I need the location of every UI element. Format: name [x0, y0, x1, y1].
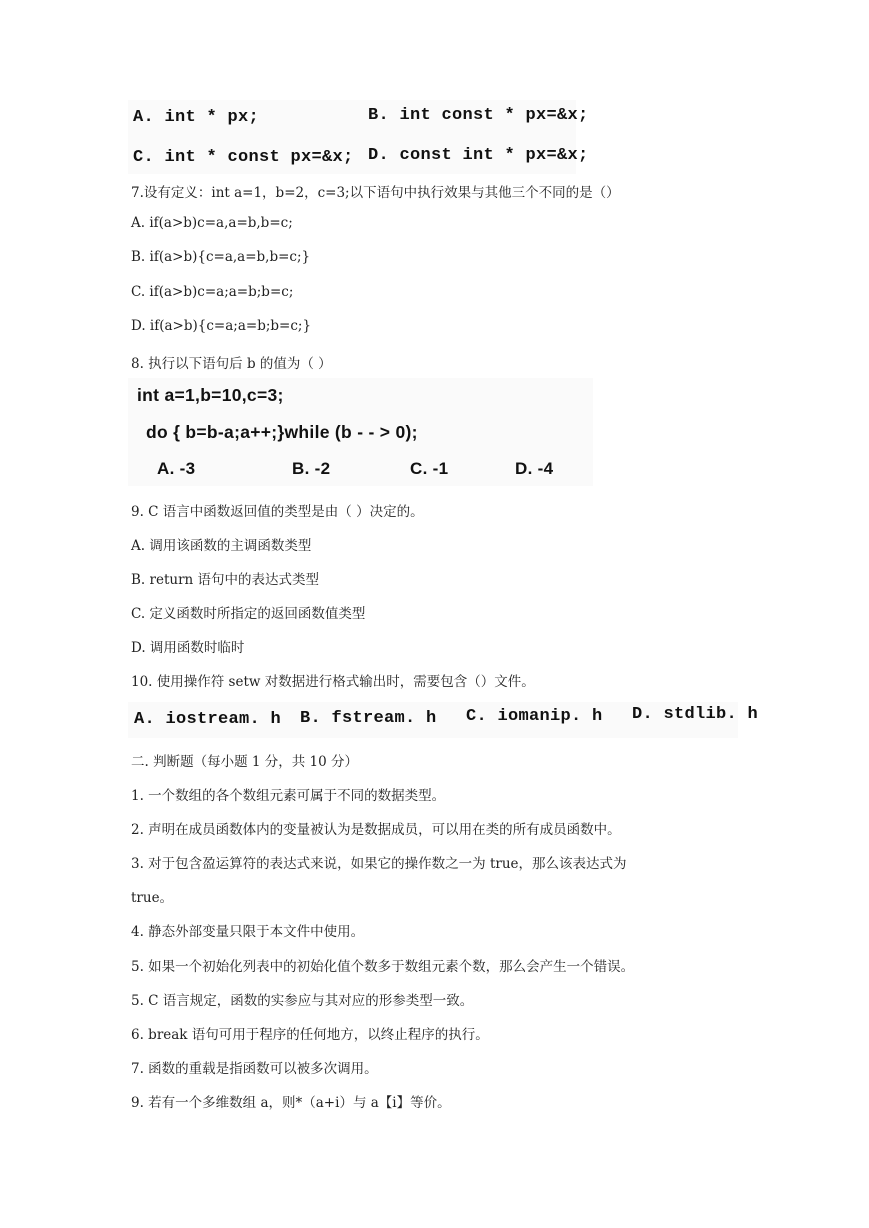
q7-option-d: D. if(a>b){c=a;a=b;b=c;} — [131, 318, 312, 334]
q6-option-d: D. const int * px=&x; — [368, 146, 589, 165]
q10-stem: 10. 使用操作符 setw 对数据进行格式输出时，需要包含（）文件。 — [131, 674, 535, 690]
q8-option-a: A. -3 — [157, 459, 196, 478]
q6-option-a: A. int * px; — [133, 108, 260, 127]
q7-option-c: C. if(a>b)c=a;a=b;b=c; — [131, 284, 294, 300]
q10-option-d: D. stdlib. h — [632, 705, 759, 724]
q8-option-d: D. -4 — [515, 459, 554, 478]
tf-item-1: 1. 一个数组的各个数组元素可属于不同的数据类型。 — [131, 788, 446, 804]
tf-item-3-continued: true。 — [131, 890, 174, 906]
q9-option-d: D. 调用函数时临时 — [131, 640, 245, 656]
tf-item-5a: 5. 如果一个初始化列表中的初始化值个数多于数组元素个数，那么会产生一个错误。 — [131, 959, 635, 975]
q8-code-line-1: int a=1,b=10,c=3; — [137, 385, 284, 405]
q10-option-a: A. iostream. h — [134, 710, 282, 729]
q10-option-b: B. fstream. h — [300, 709, 437, 728]
tf-item-2: 2. 声明在成员函数体内的变量被认为是数据成员，可以用在类的所有成员函数中。 — [131, 822, 621, 838]
tf-item-7: 7. 函数的重载是指函数可以被多次调用。 — [131, 1061, 378, 1077]
q9-stem: 9. C 语言中函数返回值的类型是由（ ）决定的。 — [131, 504, 424, 520]
q6-option-b: B. int const * px=&x; — [368, 106, 589, 125]
q6-option-c: C. int * const px=&x; — [133, 148, 354, 167]
section-2-title: 二. 判断题（每小题 1 分，共 10 分） — [131, 754, 359, 770]
q8-stem: 8. 执行以下语句后 b 的值为（ ） — [131, 356, 332, 372]
q7-option-b: B. if(a>b){c=a,a=b,b=c;} — [131, 249, 311, 265]
tf-item-5b: 5. C 语言规定，函数的实参应与其对应的形参类型一致。 — [131, 993, 474, 1009]
q8-option-c: C. -1 — [410, 459, 449, 478]
q10-option-c: C. iomanip. h — [466, 707, 603, 726]
q7-option-a: A. if(a>b)c=a,a=b,b=c; — [131, 215, 293, 231]
tf-item-6: 6. break 语句可用于程序的任何地方，以终止程序的执行。 — [131, 1027, 489, 1043]
tf-item-3: 3. 对于包含盈运算符的表达式来说，如果它的操作数之一为 true，那么该表达式为 — [131, 856, 627, 872]
q8-code-line-2: do { b=b-a;a++;}while (b - - > 0); — [146, 422, 418, 442]
tf-item-9: 9. 若有一个多维数组 a，则*（a+i）与 a【i】等价。 — [131, 1095, 451, 1111]
q7-stem: 7.设有定义：int a=1，b=2，c=3;以下语句中执行效果与其他三个不同的是（） — [131, 185, 620, 201]
q8-option-b: B. -2 — [292, 459, 331, 478]
q9-option-b: B. return 语句中的表达式类型 — [131, 572, 320, 588]
q9-option-c: C. 定义函数时所指定的返回函数值类型 — [131, 606, 366, 622]
q9-option-a: A. 调用该函数的主调函数类型 — [131, 538, 312, 554]
tf-item-4: 4. 静态外部变量只限于本文件中使用。 — [131, 924, 365, 940]
